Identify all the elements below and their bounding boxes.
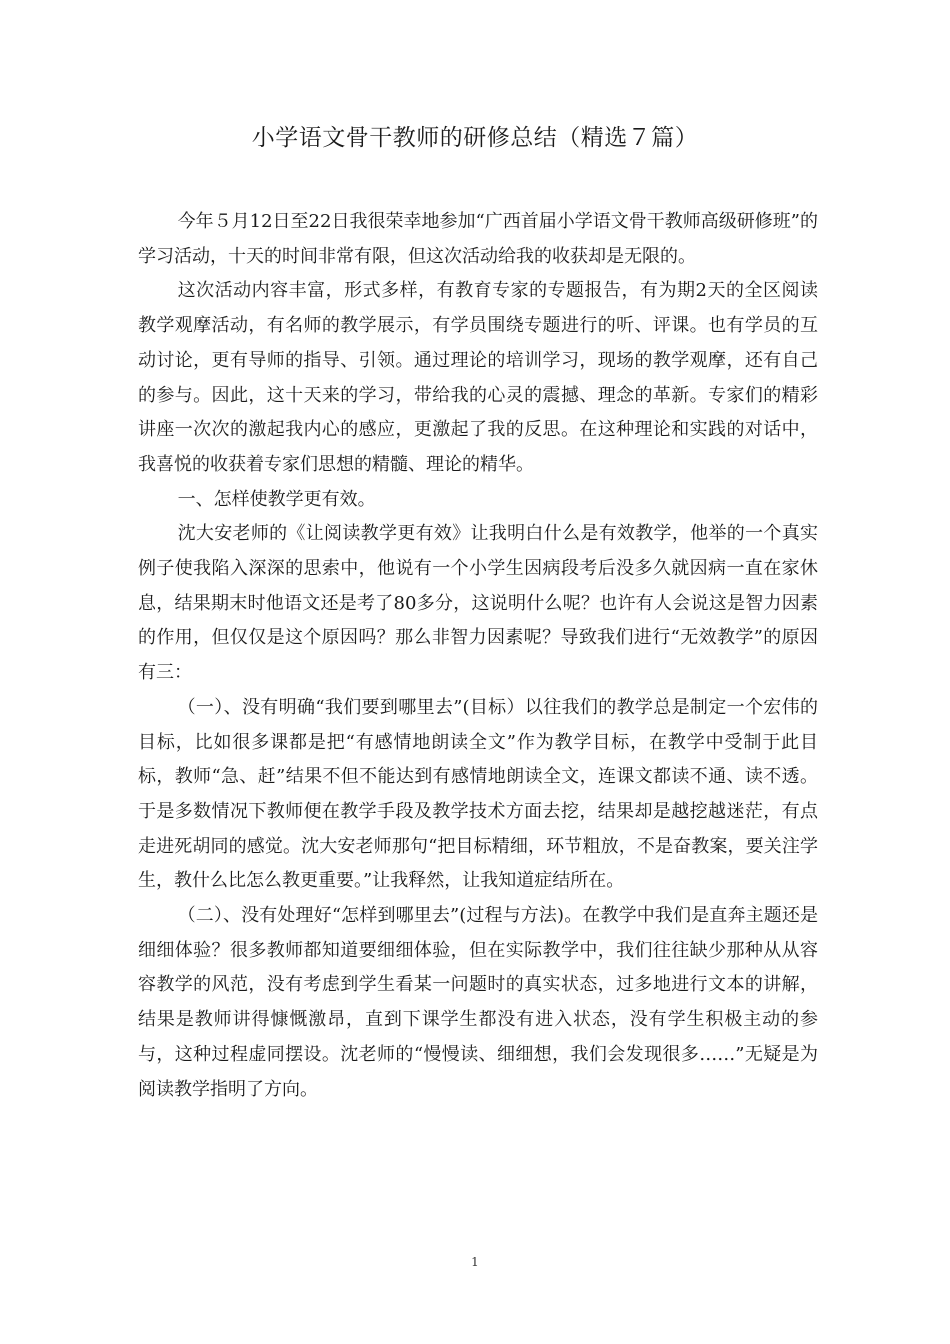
section-heading: 一、怎样使教学更有效。 bbox=[177, 488, 376, 510]
paragraph: 这次活动内容丰富，形式多样，有教育专家的专题报告，有为期2天的全区阅读教学观摩活动，有名师的教学展示，有学员围绕专题进行的听、评课。也有学员的互动讨论，更有导师的指导、引领。通过理论的培训学习，现场的教学观摩，还有自己的参与。因此，这十天来的学习，带给我的心灵的震撼、理念的革新。专家们的精彩讲座一次次的激起我内心的感应，更激起了我的反思。在这种理论和实践的对话中，我喜悦的收获着专家们思想的精髓、理论的精华。 bbox=[138, 280, 818, 475]
document-body bbox=[138, 205, 818, 1107]
page-number: 1 bbox=[471, 1255, 479, 1269]
paragraph: 今年５月12日至22日我很荣幸地参加“广西首届小学语文骨干教师高级研修班”的学习活动，十天的时间非常有限，但这次活动给我的收获却是无限的。 bbox=[138, 211, 818, 267]
paragraph: （一）、没有明确“我们要到哪里去”(目标）以往我们的教学总是制定一个宏伟的目标，比如很多课都是把“有感情地朗读全文”作为教学目标，在教学中受制于此目标，教师“急、赶”结果不但不能达到有感情地朗读全文，连课文都读不通、读不透。于是多数情况下教师便在教学手段及教学技术方面去挖，结果却是越挖越迷茫，有点走进死胡同的感觉。沈大安老师那句“把目标精细，环节粗放，不是奋教案，要关注学生，教什么比怎么教更重要。”让我释然，让我知道症结所在。 bbox=[138, 696, 818, 892]
document-title: 小学语文骨干教师的研修总结（精选７篇） bbox=[251, 125, 699, 151]
paragraph: （二）、没有处理好“怎样到哪里去”(过程与方法)。在教学中我们是直奔主题还是细细体验？很多教师都知道要细细体验，但在实际教学中，我们往往缺少那种从从容容教学的风范，没有考虑到学生看某一问题时的真实状态，过多地进行文本的讲解，结果是教师讲得慷慨激昂，直到下课学生都没有进入状态，没有学生积极主动的参与，这种过程虚同摆设。沈老师的“慢慢读、细细想，我们会发现很多……”无疑是为阅读教学指明了方向。 bbox=[138, 905, 818, 1100]
paragraph: 沈大安老师的《让阅读教学更有效》让我明白什么是有效教学，他举的一个真实例子使我陷入深深的思索中，他说有一个小学生因病段考后没多久就因病一直在家休息，结果期末时他语文还是考了80多分，这说明什么呢？也许有人会说这是智力因素的作用，但仅仅是这个原因吗？那么非智力因素呢？导致我们进行“无效教学”的原因有三： bbox=[138, 523, 818, 684]
